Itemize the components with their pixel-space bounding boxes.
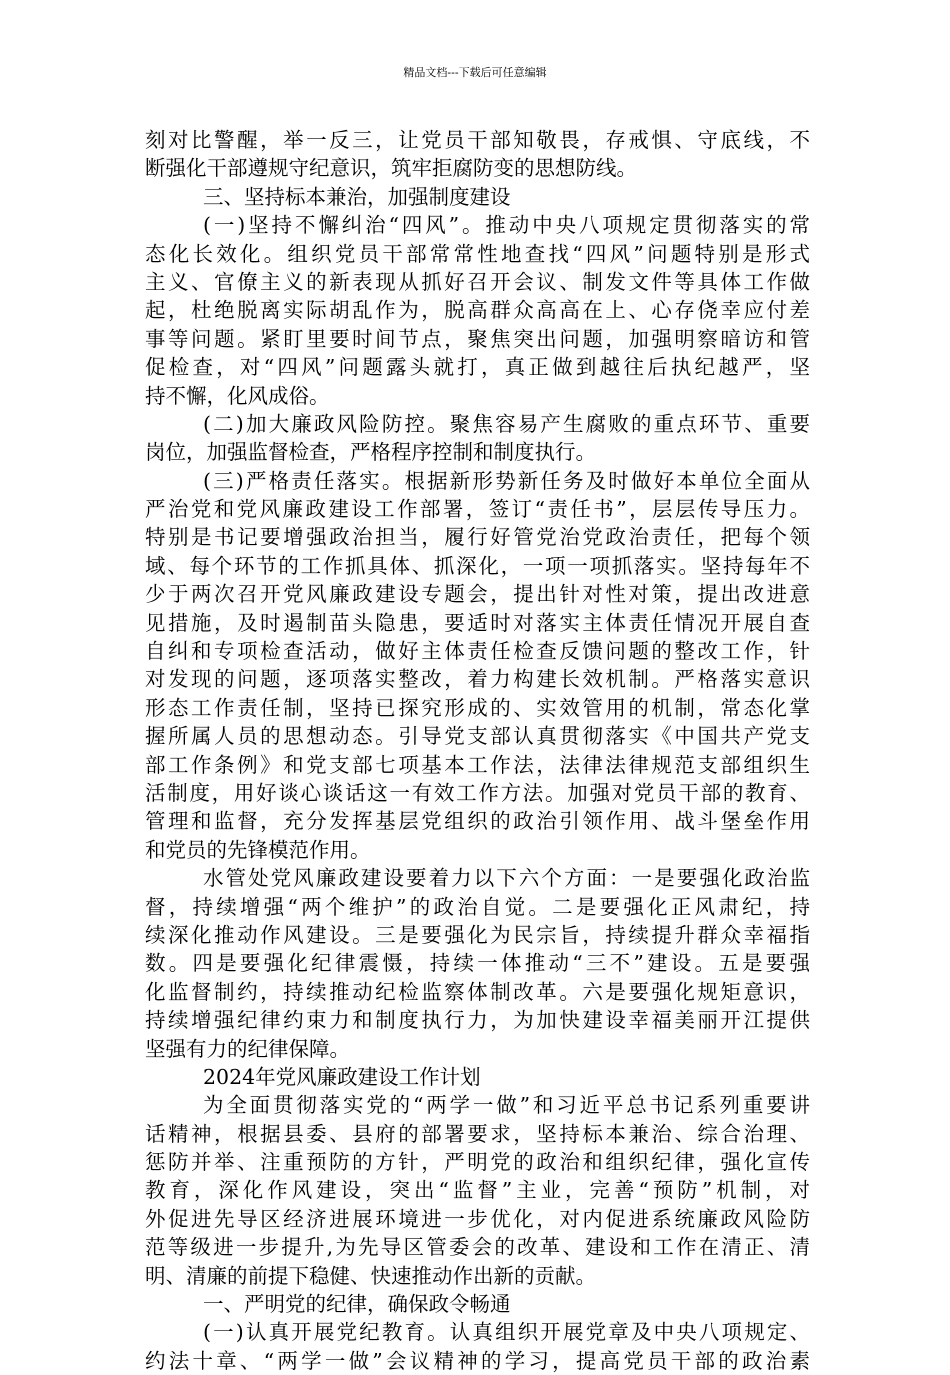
text-line: 部工作条例》和党支部七项基本工作法，法律法律规范支部组织生 [145,752,810,777]
text-line: 岗位，加强监督检查，严格程序控制和制度执行。 [145,440,596,465]
text-line: (三)严格责任落实。根据新形势新任务及时做好本单位全面从 [203,468,810,493]
text-line: 断强化干部遵规守纪意识，筑牢拒腐防变的思想防线。 [145,156,637,181]
text-line: 严治党和党风廉政建设工作部署，签订“责任书”，层层传导压力。 [145,497,810,522]
text-line: 促检查，对“四风”问题露头就打，真正做到越往后执纪越严，坚 [145,355,810,380]
text-line: 2024年党风廉政建设工作计划 [203,1064,481,1089]
text-line: 对发现的问题，逐项落实整改，着力构建长效机制。严格落实意识 [145,667,810,692]
text-line: 和党员的先锋模范作用。 [145,837,371,862]
text-line: (二)加大廉政风险防控。聚焦容易产生腐败的重点环节、重要 [203,411,810,436]
text-line: 管理和监督，充分发挥基层党组织的政治引领作用、战斗堡垒作用 [145,809,810,834]
text-line: 数。四是要强化纪律震慑，持续一体推动“三不”建设。五是要强 [145,951,810,976]
text-line: 化监督制约，持续推动纪检监察体制改革。六是要强化规矩意识， [145,979,810,1004]
text-line: 惩防并举、注重预防的方针，严明党的政治和组织纪律，强化宣传 [145,1150,810,1175]
text-line: 形态工作责任制，坚持已探究形成的、实效管用的机制，常态化掌 [145,695,810,720]
text-line: 三、坚持标本兼治，加强制度建设 [203,184,511,209]
text-line: 坚强有力的纪律保障。 [145,1036,350,1061]
text-line: 持不懈，化风成俗。 [145,383,330,408]
text-line: 约法十章、“两学一做”会议精神的学习，提高党员干部的政治素 [145,1348,810,1373]
text-line: 起，杜绝脱离实际胡乱作为，脱高群众高高在上、心存侥幸应付差 [145,298,810,323]
text-line: 明、清廉的前提下稳健、快速推动作出新的贡献。 [145,1263,596,1288]
text-line: 范等级进一步提升,为先导区管委会的改革、建设和工作在清正、清 [145,1235,810,1260]
text-line: 持续增强纪律约束力和制度执行力，为加快建设幸福美丽开江提供 [145,1008,810,1033]
text-line: 活制度，用好谈心谈话这一有效工作方法。加强对党员干部的教育、 [145,780,810,805]
text-line: 一、严明党的纪律，确保政令畅通 [203,1292,511,1317]
text-line: 主义、官僚主义的新表现从抓好召开会议、制发文件等具体工作做 [145,269,810,294]
text-line: 刻对比警醒，举一反三，让党员干部知敬畏，存戒惧、守底线，不 [145,128,810,152]
text-line: 态化长效化。组织党员干部常常性地查找“四风”问题特别是形式 [145,241,810,266]
page-header: 精品文档---下载后可任意编辑 [403,66,547,79]
text-line: 为全面贯彻落实党的“两学一做”和习近平总书记系列重要讲 [203,1093,810,1118]
text-line: 少于两次召开党风廉政建设专题会，提出针对性对策，提出改进意 [145,582,810,607]
text-line: 外促进先导区经济进展环境进一步优化，对内促进系统廉政风险防 [145,1206,810,1231]
text-line: 水管处党风廉政建设要着力以下六个方面：一是要强化政治监 [203,866,810,891]
text-line: 域、每个环节的工作抓具体、抓深化，一项一项抓落实。坚持每年不 [145,553,810,578]
text-line: 见措施，及时遏制苗头隐患，要适时对落实主体责任情况开展自查 [145,610,810,635]
text-line: (一)认真开展党纪教育。认真组织开展党章及中央八项规定、 [203,1320,810,1345]
text-line: 自纠和专项检查活动，做好主体责任检查反馈问题的整改工作，针 [145,639,810,664]
text-line: 督，持续增强“两个维护”的政治自觉。二是要强化正风肃纪，持 [145,894,810,919]
text-line: (一)坚持不懈纠治“四风”。推动中央八项规定贯彻落实的常 [203,213,810,238]
text-line: 事等问题。紧盯里要时间节点，聚焦突出问题，加强明察暗访和管 [145,326,810,351]
text-line: 话精神，根据县委、县府的部署要求，坚持标本兼治、综合治理、 [145,1121,810,1146]
text-line: 握所属人员的思想动态。引导党支部认真贯彻落实《中国共产党支 [145,724,810,749]
text-line: 特别是书记要增强政治担当，履行好管党治党政治责任，把每个领 [145,525,810,550]
document-body [145,126,810,1375]
text-line: 续深化推动作风建设。三是要强化为民宗旨，持续提升群众幸福指 [145,922,810,947]
text-line: 教育，深化作风建设，突出“监督”主业，完善“预防”机制，对 [145,1178,810,1203]
